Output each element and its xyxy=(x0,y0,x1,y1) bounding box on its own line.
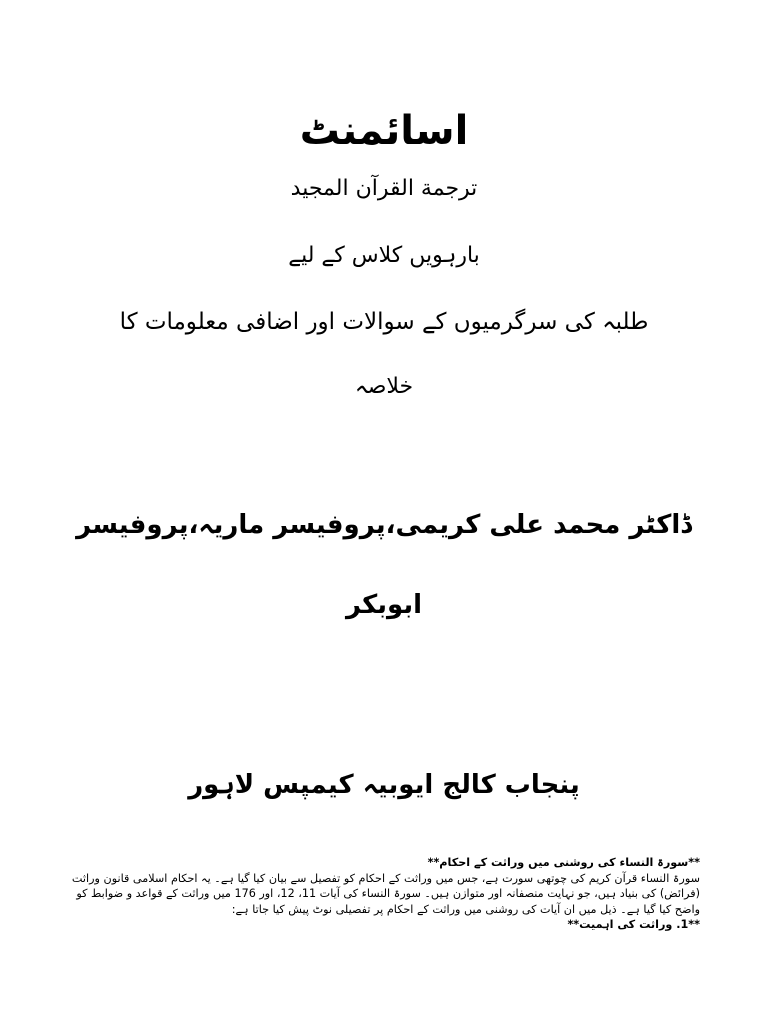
authors-line-2: ابوبکر xyxy=(345,590,423,620)
notes-heading: **سورۃ النساء کی روشنی میں وراثت کے احکام** xyxy=(427,856,700,869)
page-title: اسائمنٹ xyxy=(299,108,469,154)
subtitle: ترجمة القرآن المجيد xyxy=(290,176,478,201)
summary-line-2: خلاصہ xyxy=(354,374,414,399)
notes-sub-heading: **1. وراثت کی اہمیت** xyxy=(567,918,700,931)
notes-body: سورۃ النساء قرآن کریم کی چوتھی سورت ہے، جس میں وراثت کے احکام کو تفصیل سے بیان کیا گیا ہے۔ یہ احکام اسلامی قانون وراثت (فرائض) کی بنیاد ہیں، جو نہایت منصفانہ اور متوازن ہیں۔ سورۃ النساء کی آیات 11، 12، اور 176 میں وراثت کے قواعد و ضوابط کو واضح کیا گیا ہے۔ ذیل میں ان آیات کی روشنی میں وراثت کے احکام پر تفصیلی نوٹ پیش کیا جاتا ہے: xyxy=(71,871,700,916)
summary-line-1: طلبہ کی سرگرمیوں کے سوالات اور اضافی معلومات کا xyxy=(119,309,649,335)
college-name: پنجاب کالج ایوبیہ کیمپس لاہور xyxy=(188,770,580,800)
class-line: بارہویں کلاس کے لیے xyxy=(288,243,480,268)
authors-line-1: ڈاکٹر محمد علی کریمی،پروفیسر ماریہ،پروفیسر xyxy=(76,510,692,540)
notes-section xyxy=(60,855,700,933)
